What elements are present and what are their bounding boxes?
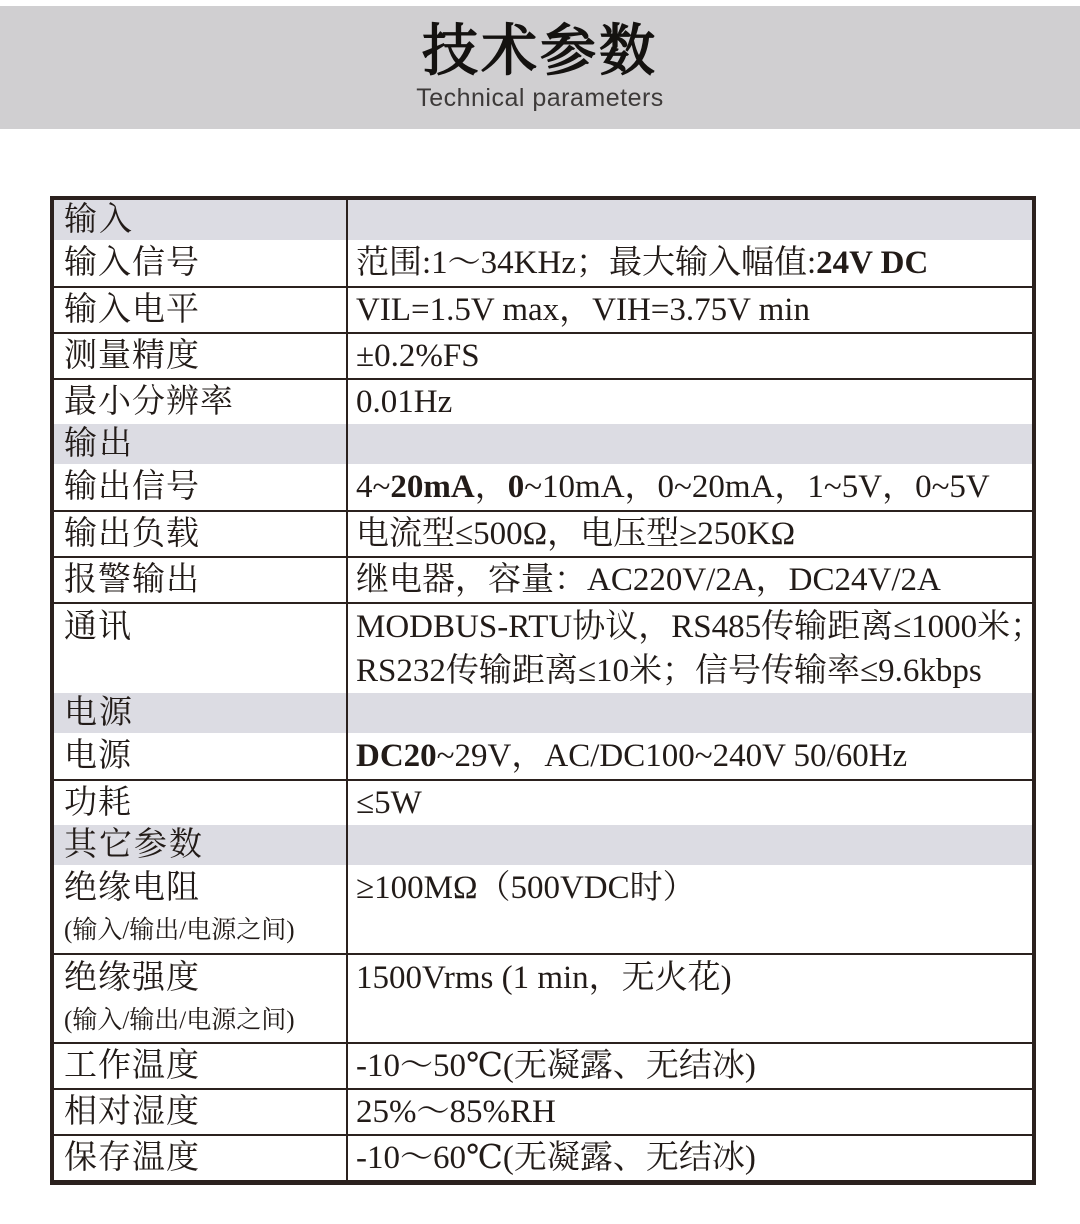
spec-label-cell — [54, 558, 348, 602]
table-row — [54, 200, 1032, 240]
table-row — [54, 378, 1032, 424]
spec-value: 25%～85%RH — [356, 1094, 556, 1130]
page-title: 技术参数 — [422, 19, 658, 83]
spec-label: 报警输出 — [64, 562, 200, 598]
spec-label: 绝缘强度 — [64, 960, 200, 996]
table-row — [54, 865, 1032, 953]
spec-label: 输入电平 — [64, 292, 200, 328]
spec-label: 输入 — [64, 202, 134, 238]
spec-value: -10～60℃(无凝露、无结冰) — [356, 1140, 756, 1176]
spec-label: 工作温度 — [64, 1048, 200, 1084]
spec-sublabel: (输入/输出/电源之间) — [64, 917, 295, 944]
table-row — [54, 825, 1032, 865]
table-row — [54, 424, 1032, 464]
spec-value: 0.01Hz — [356, 384, 453, 420]
spec-value — [348, 200, 1032, 240]
spec-value: 继电器，容量：AC220V/2A，DC24V/2A — [356, 562, 941, 598]
spec-label: 保存温度 — [64, 1140, 200, 1176]
spec-value: ≤5W — [356, 785, 422, 821]
spec-label-cell — [54, 865, 348, 953]
table-row — [54, 240, 1032, 286]
spec-value: DC20~29V，AC/DC100~240V 50/60Hz — [356, 738, 908, 774]
table-row — [54, 1042, 1032, 1088]
spec-label-cell — [54, 464, 348, 510]
spec-label-cell — [54, 604, 348, 693]
table-row — [54, 693, 1032, 733]
spec-label-cell — [54, 693, 348, 733]
spec-label-cell — [54, 955, 348, 1042]
spec-value: ≥100MΩ（500VDC时） — [356, 870, 696, 906]
spec-label: 相对湿度 — [64, 1094, 200, 1130]
spec-label-cell — [54, 1136, 348, 1180]
spec-value — [348, 825, 1032, 865]
spec-label-cell — [54, 334, 348, 378]
spec-label: 功耗 — [64, 785, 132, 821]
spec-label: 最小分辨率 — [64, 384, 234, 420]
table-row — [54, 510, 1032, 556]
spec-label: 通讯 — [64, 609, 132, 645]
spec-value — [348, 693, 1032, 733]
spec-label-cell — [54, 200, 348, 240]
spec-label: 电源 — [64, 738, 132, 774]
spec-value: -10～50℃(无凝露、无结冰) — [356, 1048, 756, 1084]
table-row — [54, 953, 1032, 1042]
spec-value: VIL=1.5V max，VIH=3.75V min — [356, 292, 810, 328]
spec-label: 电源 — [64, 695, 134, 731]
spec-label-cell — [54, 733, 348, 779]
spec-label: 输出信号 — [64, 469, 200, 505]
spec-label-cell — [54, 1090, 348, 1134]
spec-value: 范围:1～34KHz；最大输入幅值:24V DC — [356, 245, 929, 281]
table-row — [54, 286, 1032, 332]
spec-value: 1500Vrms (1 min，无火花) — [356, 960, 732, 996]
spec-label-cell — [54, 424, 348, 464]
table-row — [54, 1088, 1032, 1134]
spec-label-cell — [54, 240, 348, 286]
table-row — [54, 1134, 1032, 1180]
spec-value — [348, 424, 1032, 464]
spec-label-cell — [54, 380, 348, 424]
spec-table — [50, 196, 1044, 1185]
table-row — [54, 779, 1032, 825]
spec-label: 输入信号 — [64, 245, 200, 281]
spec-value: 4~20mA，0~10mA，0~20mA，1~5V，0~5V — [356, 469, 990, 505]
spec-value: ±0.2%FS — [356, 338, 480, 374]
spec-label-cell — [54, 781, 348, 825]
spec-label: 输出 — [64, 426, 134, 462]
spec-label: 输出负载 — [64, 516, 200, 552]
spec-value: 电流型≤500Ω，电压型≥250KΩ — [356, 516, 796, 552]
spec-label: 绝缘电阻 — [64, 870, 200, 906]
page-header — [0, 6, 1080, 129]
page-subtitle: Technical parameters — [416, 83, 664, 112]
spec-label-cell — [54, 288, 348, 332]
table-row — [54, 332, 1032, 378]
spec-label: 其它参数 — [64, 827, 204, 863]
spec-label-cell — [54, 512, 348, 556]
table-row — [54, 556, 1032, 602]
table-row — [54, 733, 1032, 779]
table-row — [54, 602, 1044, 693]
table-row — [54, 464, 1032, 510]
spec-value: MODBUS-RTU协议，RS485传输距离≤1000米； RS232传输距离≤10米；信号传输率≤9.6kbps — [356, 609, 1044, 689]
spec-label: 测量精度 — [64, 338, 200, 374]
spec-label-cell — [54, 825, 348, 865]
spec-label-cell — [54, 1044, 348, 1088]
spec-sublabel: (输入/输出/电源之间) — [64, 1007, 295, 1034]
